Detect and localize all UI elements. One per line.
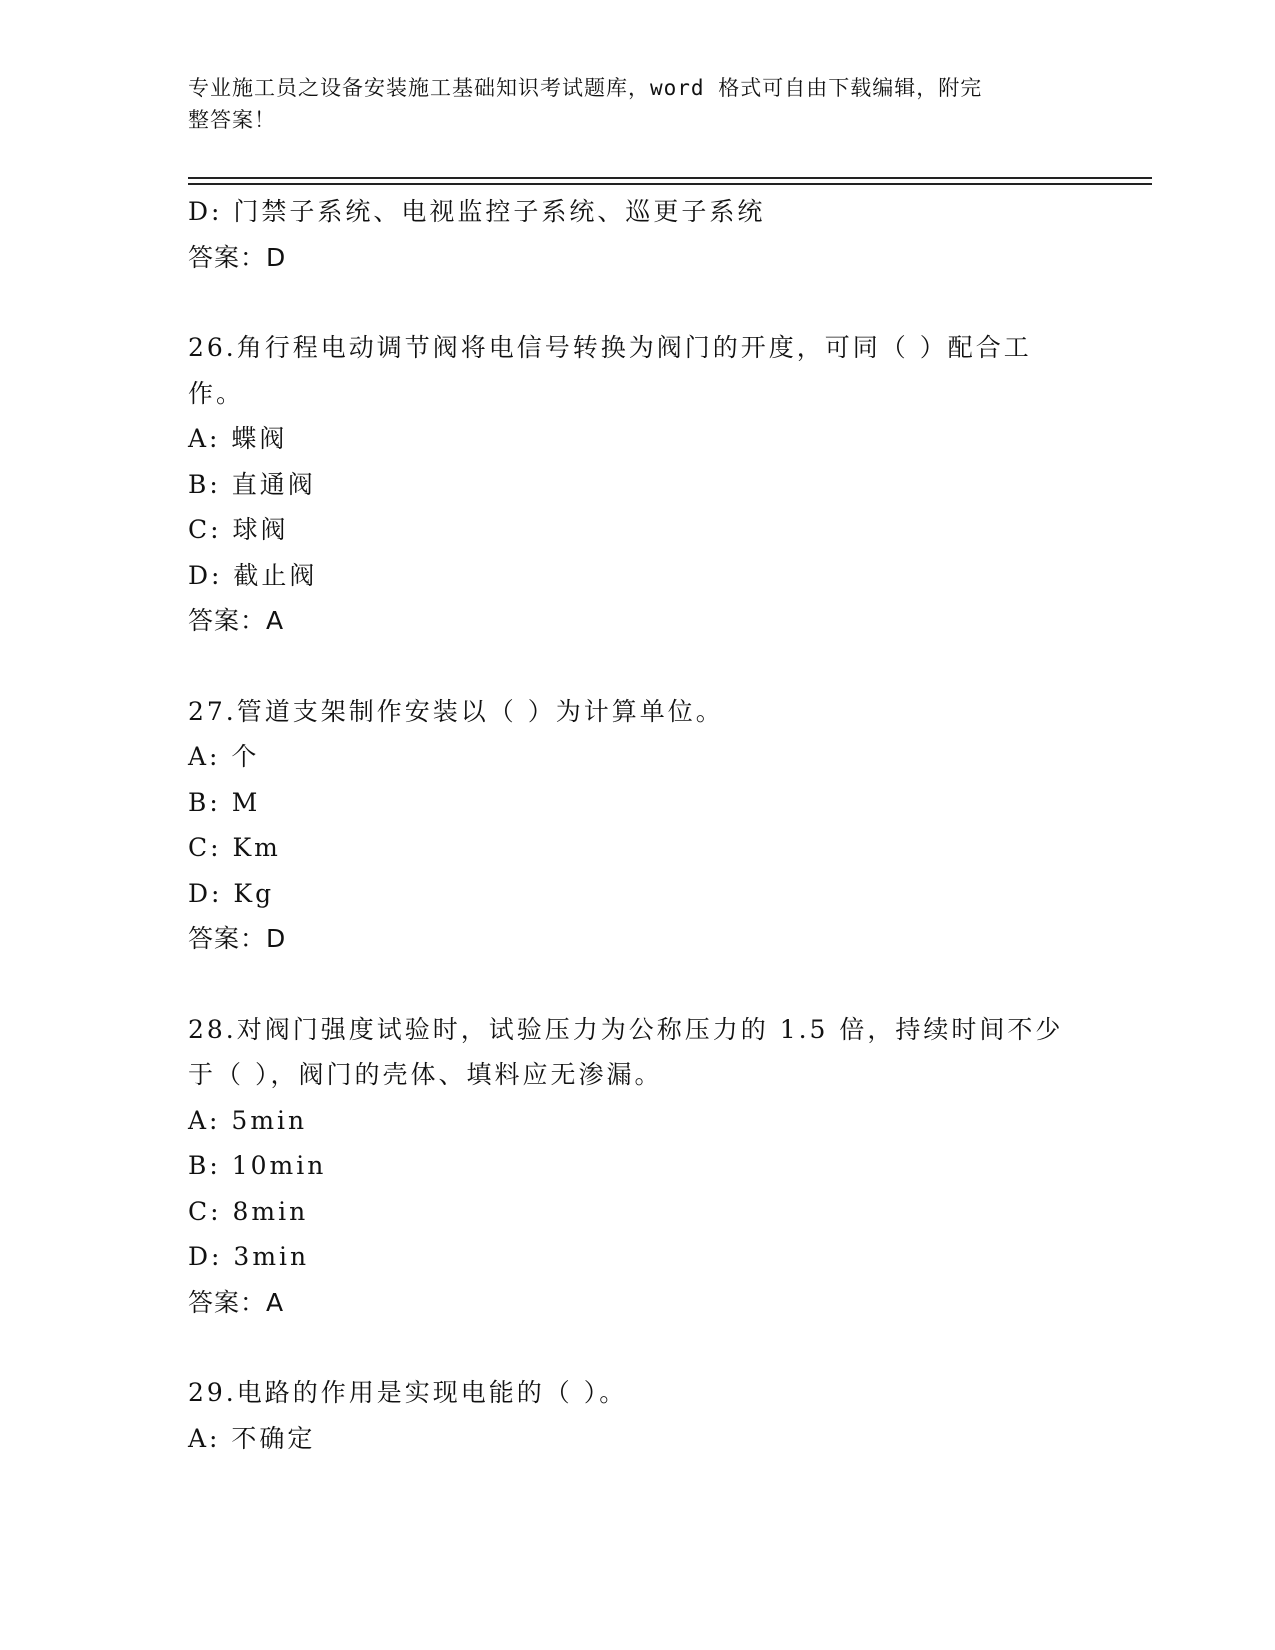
question-list — [188, 189, 1088, 1461]
q28-option-b: B: 10min — [188, 1151, 327, 1180]
q27-answer: 答案：D — [188, 924, 287, 953]
header-divider-bottom — [188, 183, 1152, 185]
q27-option-d: D: Kg — [188, 878, 275, 908]
header-title-line-1: 专业施工员之设备安装施工基础知识考试题库，word 格式可自由下载编辑，附完 — [188, 76, 983, 100]
q28-option-d: D: 3min — [188, 1242, 310, 1271]
header-title-line-2: 整答案！ — [188, 108, 276, 132]
q28-answer: 答案：A — [188, 1287, 285, 1317]
q25-answer: 答案：D — [188, 242, 287, 272]
question-29 — [188, 1370, 1088, 1461]
q26-stem-line-2: 作。 — [188, 378, 245, 408]
q26-option-a: A: 蝶阀 — [188, 424, 288, 453]
q28-stem-line-2: 于（ ），阀门的壳体、填料应无渗漏。 — [188, 1060, 663, 1089]
question-26 — [188, 325, 1088, 644]
question-27 — [188, 689, 1088, 962]
q27-option-b: B: M — [188, 787, 261, 817]
q26-option-d: D: 截止阀 — [188, 560, 318, 590]
q28-option-c: C: 8min — [188, 1196, 309, 1226]
document-header — [188, 72, 1068, 136]
q26-option-c: C: 球阀 — [188, 515, 289, 544]
question-25-tail — [188, 189, 1088, 280]
q26-stem-line-1: 26.角行程电动调节阀将电信号转换为阀门的开度，可同（ ）配合工 — [188, 333, 1032, 362]
question-28 — [188, 1007, 1088, 1326]
q29-stem-line-1: 29.电路的作用是实现电能的（ ）。 — [188, 1378, 628, 1407]
q28-stem-line-1: 28.对阀门强度试验时，试验压力为公称压力的 1.5 倍，持续时间不少 — [188, 1014, 1064, 1044]
q27-option-a: A: 个 — [188, 742, 260, 771]
q26-option-b: B: 直通阀 — [188, 469, 316, 499]
q29-option-a: A: 不确定 — [188, 1423, 316, 1453]
q27-option-c: C: Km — [188, 833, 281, 862]
header-divider-top — [188, 177, 1152, 179]
q28-option-a: A: 5min — [188, 1105, 308, 1135]
q27-stem-line-1: 27.管道支架制作安装以（ ）为计算单位。 — [188, 696, 724, 726]
q25-option-d: D: 门禁子系统、电视监控子系统、巡更子系统 — [188, 197, 766, 226]
q26-answer: 答案：A — [188, 606, 285, 635]
